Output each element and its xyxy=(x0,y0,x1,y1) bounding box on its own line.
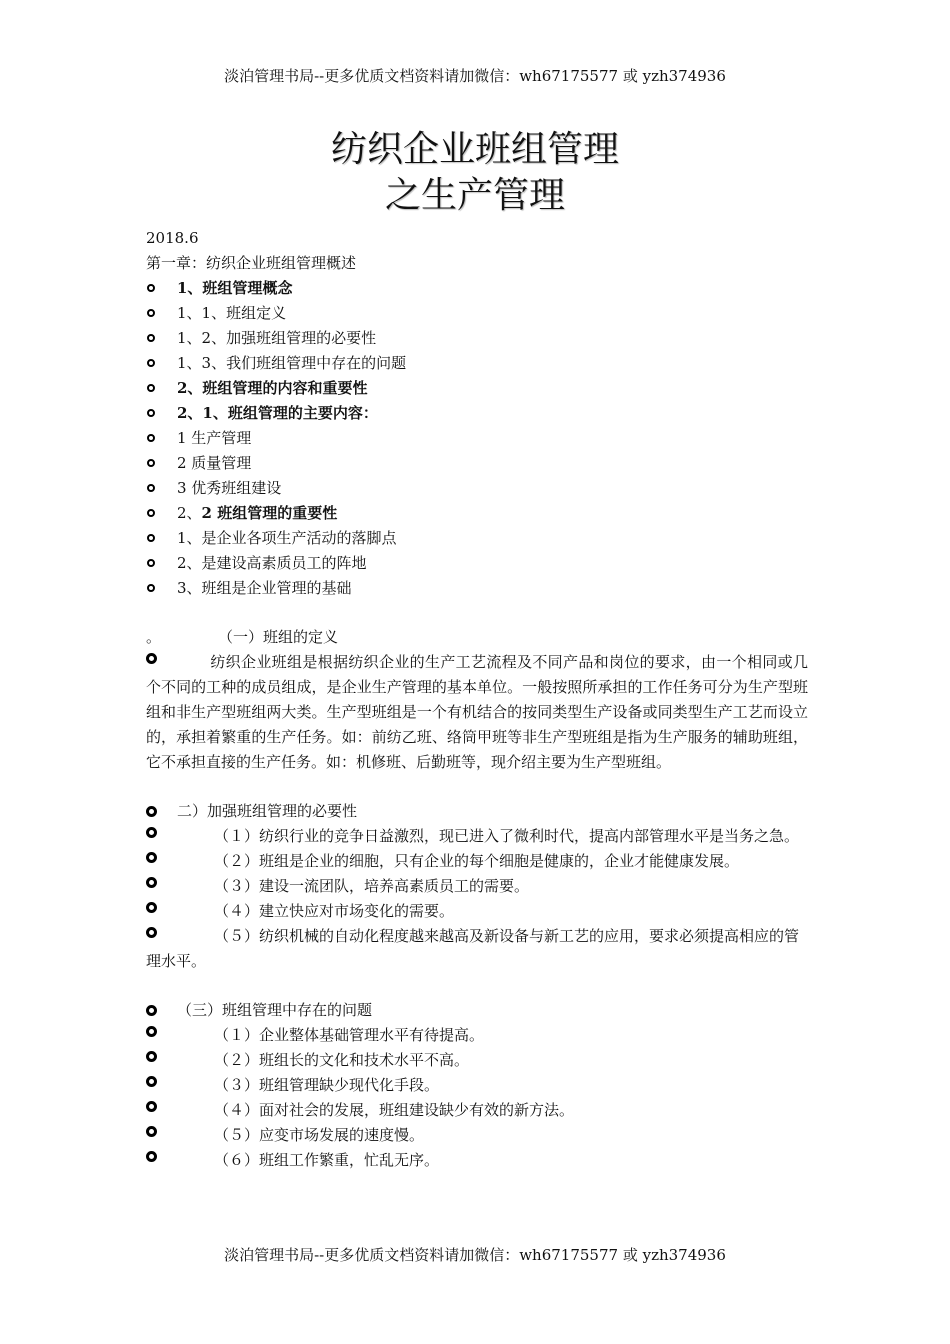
bullet-icon xyxy=(146,426,177,451)
list-item: 2、2 班组管理的重要性 xyxy=(146,501,808,526)
bullet-icon xyxy=(146,1123,214,1141)
bullet-icon xyxy=(146,326,177,351)
bullet-icon xyxy=(146,824,214,842)
section-bullet: 。 xyxy=(146,628,162,646)
page-header: 淡泊管理书局--更多优质文档资料请加微信：wh67175577 或 yzh374936 xyxy=(224,67,726,85)
list-item: （６）班组工作繁重，忙乱无序。 xyxy=(146,1148,808,1173)
section-3-heading: （三）班组管理中存在的问题 xyxy=(146,998,808,1023)
bullet-icon xyxy=(146,501,177,526)
bullet-icon xyxy=(146,1023,214,1041)
list-item: （１）纺织行业的竞争日益激烈，现已进入了微利时代，提高内部管理水平是当务之急。 xyxy=(146,824,808,849)
section-1-body: 纺织企业班组是根据纺织企业的生产工艺流程及不同产品和岗位的要求，由一个相同或几个不同的工种的成员组成，是企业生产管理的基本单位。一般按照所承担的工作任务可分为生产型班组和非生产型班组两大类。生产型班组是一个有机结合的按同类型生产设备或同类型生产工艺而设立的，承担着繁重的生产任务。如：前纺乙班、络筒甲班等非生产型班组是指为生产服务的辅助班组，它不承担直接的生产任务。如：机修班、后勤班等，现介绍主要为生产型班组。 xyxy=(146,650,808,775)
title-line-1: 纺织企业班组管理 xyxy=(330,129,619,170)
outline-list xyxy=(146,276,808,601)
list-item: （３）班组管理缺少现代化手段。 xyxy=(146,1073,808,1098)
list-item: （５）纺织机械的自动化程度越来越高及新设备与新工艺的应用，要求必须提高相应的管理水平。 xyxy=(146,924,808,974)
bullet-icon xyxy=(146,526,177,551)
bullet-icon xyxy=(146,874,214,892)
bullet-icon xyxy=(146,899,214,917)
bullet-icon xyxy=(146,1098,214,1116)
document-body xyxy=(146,226,808,1173)
bullet-icon xyxy=(146,401,177,426)
section-1-heading: 。 （一）班组的定义 xyxy=(146,625,808,650)
title-line-2: 之生产管理 xyxy=(384,175,565,216)
bullet-icon xyxy=(146,849,214,867)
list-item: 1、2、加强班组管理的必要性 xyxy=(146,326,808,351)
bullet-icon xyxy=(146,476,177,501)
bullet-icon xyxy=(146,276,177,301)
bullet-icon xyxy=(146,799,177,824)
list-item: （１）企业整体基础管理水平有待提高。 xyxy=(146,1023,808,1048)
list-item: （４）建立快应对市场变化的需要。 xyxy=(146,899,808,924)
bullet-icon xyxy=(146,301,177,326)
bullet-icon xyxy=(146,376,177,401)
list-item: 1、是企业各项生产活动的落脚点 xyxy=(146,526,808,551)
date: 2018.6 xyxy=(146,229,199,247)
list-item: 3、班组是企业管理的基础 xyxy=(146,576,808,601)
section-2-heading: 二）加强班组管理的必要性 xyxy=(146,799,808,824)
list-item: （３）建设一流团队，培养高素质员工的需要。 xyxy=(146,874,808,899)
list-item: （２）班组长的文化和技术水平不高。 xyxy=(146,1048,808,1073)
bullet-icon xyxy=(146,551,177,576)
list-item: 2、是建设高素质员工的阵地 xyxy=(146,551,808,576)
bullet-icon xyxy=(146,351,177,376)
list-item: 1、1、班组定义 xyxy=(146,301,808,326)
bullet-icon xyxy=(146,1048,214,1066)
bullet-icon xyxy=(146,451,177,476)
page-footer: 淡泊管理书局--更多优质文档资料请加微信：wh67175577 或 yzh374936 xyxy=(224,1246,726,1264)
bullet-icon xyxy=(146,998,177,1023)
bullet-icon xyxy=(146,650,210,668)
bullet-icon xyxy=(146,1073,214,1091)
list-item: （２）班组是企业的细胞，只有企业的每个细胞是健康的，企业才能健康发展。 xyxy=(146,849,808,874)
document-title xyxy=(0,127,950,219)
bullet-icon xyxy=(146,576,177,601)
bullet-icon xyxy=(146,1148,214,1166)
list-item: 1 生产管理 xyxy=(146,426,808,451)
list-item: （５）应变市场发展的速度慢。 xyxy=(146,1123,808,1148)
list-item: 2 质量管理 xyxy=(146,451,808,476)
list-item: 2、班组管理的内容和重要性 xyxy=(146,376,808,401)
bullet-icon xyxy=(146,924,214,942)
list-item: 3 优秀班组建设 xyxy=(146,476,808,501)
chapter-heading: 第一章：纺织企业班组管理概述 xyxy=(146,254,357,272)
list-item: （４）面对社会的发展，班组建设缺少有效的新方法。 xyxy=(146,1098,808,1123)
list-item: 2、1、班组管理的主要内容： xyxy=(146,401,808,426)
list-item: 1、3、我们班组管理中存在的问题 xyxy=(146,351,808,376)
list-item: 1、班组管理概念 xyxy=(146,276,808,301)
